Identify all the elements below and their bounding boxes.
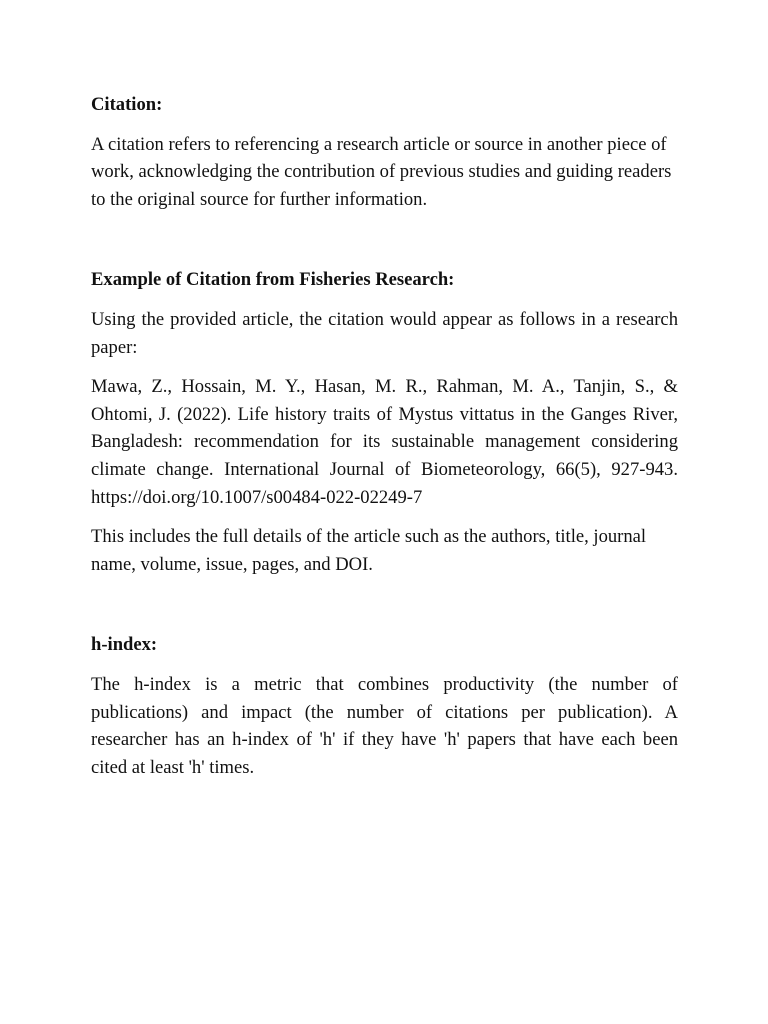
section-heading-citation-example: Example of Citation from Fisheries Research: [91, 269, 455, 291]
section-citation [91, 91, 678, 213]
citation-definition-paragraph: A citation refers to referencing a research article or source in another piece of work, acknowledging the contribution of previous studies and guiding readers to the original source for further information. [91, 133, 672, 210]
section-heading-h-index: h-index: [91, 634, 158, 656]
citation-details-paragraph: This includes the full details of the article such as the authors, title, journal name, volume, issue, pages, and DOI. [91, 526, 647, 575]
section-citation-example [91, 266, 678, 578]
document-page [91, 91, 678, 781]
citation-reference-paragraph: Mawa, Z., Hossain, M. Y., Hasan, M. R., Rahman, M. A., Tanjin, S., & Ohtomi, J. (2022). Life history traits of Mystus vittatus in the Ganges River, Bangladesh: recommendation for its sustainable management considering climate change. International Journal of Biometeorology, 66(5), 927-943. https://doi.org/10.1007/s00484-022-02249-7 [91, 376, 678, 508]
section-heading-citation: Citation: [91, 94, 163, 115]
section-h-index [91, 631, 678, 781]
citation-example-intro-paragraph: Using the provided article, the citation would appear as follows in a research paper: [91, 308, 678, 358]
h-index-definition-paragraph: The h-index is a metric that combines productivity (the number of publications) and impact (the number of citations per publication). A researcher has an h-index of 'h' if they have 'h' papers that have each been cited at least 'h' times. [91, 673, 678, 778]
